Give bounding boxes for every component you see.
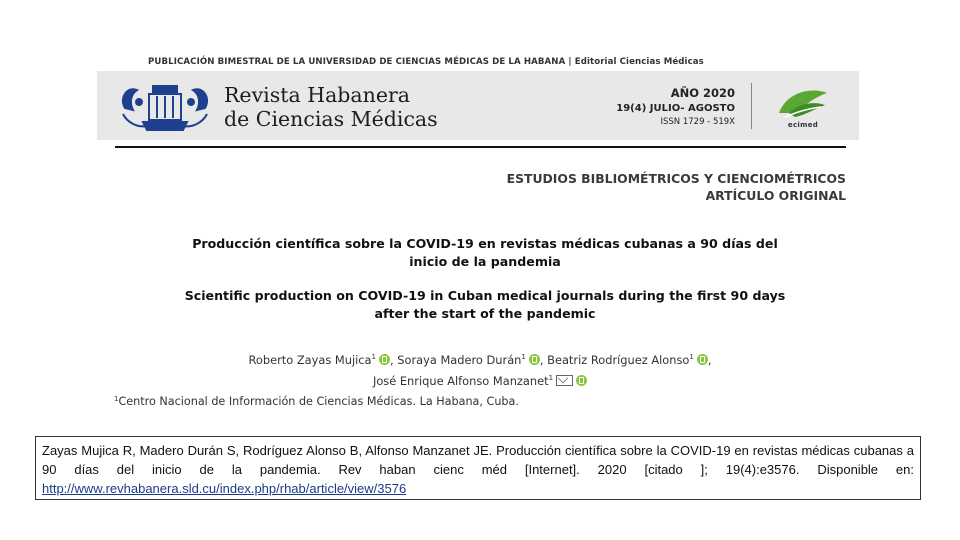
author-affil-sup: 1 (521, 353, 526, 361)
citation-link[interactable]: http://www.revhabanera.sld.cu/index.php/rhab/article/view/3576 (42, 481, 407, 496)
author-separator: , (707, 353, 712, 367)
title-es-line2: inicio de la pandemia (409, 254, 561, 269)
author-affil-sup: 1 (689, 353, 694, 361)
author-name: Beatriz Rodríguez Alonso (547, 353, 690, 367)
ecimed-text: ecimed (787, 121, 819, 129)
article-type: ARTÍCULO ORIGINAL (705, 188, 846, 203)
title-en-line2: after the start of the pandemic (374, 306, 596, 321)
citation-text: Zayas Mujica R, Madero Durán S, Rodríguez Alonso B, Alfonso Manzanet JE. Producción científica sobre la COVID-19 en revistas médicas cubanas a 90 días del inicio de la pandemia. Rev haban cienc méd [Internet]. 2020 [citado ]; 19(4):e3576. Disponible en: (42, 443, 914, 477)
author-name: Roberto Zayas Mujica (248, 353, 372, 367)
issue-volume: 19(4) JULIO- AGOSTO (616, 103, 735, 114)
author-name: Soraya Madero Durán (397, 353, 522, 367)
orcid-icon[interactable] (576, 375, 587, 386)
orcid-icon[interactable] (379, 354, 390, 365)
author-affil-sup: 1 (371, 353, 376, 361)
university-emblem-icon (117, 80, 213, 134)
issn: ISSN 1729 - 519X (660, 117, 735, 127)
ecimed-leaf-icon (765, 83, 841, 123)
authors-line2 (140, 369, 820, 390)
title-en-line1: Scientific production on COVID-19 in Cuban medical journals during the first 90 days (184, 288, 786, 303)
section-name: ESTUDIOS BIBLIOMÉTRICOS Y CIENCIOMÉTRICOS (506, 171, 846, 186)
author-affil-sup: 1 (548, 374, 554, 382)
issue-info (579, 86, 735, 129)
journal-banner (97, 71, 859, 140)
section-heading (507, 170, 846, 204)
citation-box (35, 436, 921, 500)
title-english (110, 287, 860, 323)
author-separator: , (390, 353, 398, 367)
affiliation-sup: 1 (114, 395, 119, 403)
header-rule (115, 146, 846, 148)
affiliation-text: Centro Nacional de Información de Ciencias Médicas. La Habana, Cuba. (118, 395, 519, 408)
author-name: José Enrique Alfonso Manzanet (372, 374, 549, 388)
affiliation (114, 395, 519, 408)
author-list (140, 348, 820, 390)
mail-icon[interactable] (556, 375, 573, 386)
title-es-line1: Producción científica sobre la COVID-19 en revistas médicas cubanas a 90 días del (192, 236, 778, 251)
issue-year: AÑO 2020 (670, 86, 735, 100)
journal-name (224, 83, 438, 131)
banner-divider (751, 83, 752, 129)
journal-name-line2: de Ciencias Médicas (224, 107, 438, 131)
orcid-icon[interactable] (697, 354, 708, 365)
ecimed-logo (765, 83, 841, 135)
title-spanish (110, 235, 860, 271)
authors-line1 (140, 348, 820, 369)
journal-name-line1: Revista Habanera (224, 83, 411, 107)
publication-line: PUBLICACIÓN BIMESTRAL DE LA UNIVERSIDAD DE CIENCIAS MÉDICAS DE LA HABANA | Editorial Ciencias Médicas (148, 57, 704, 67)
orcid-icon[interactable] (529, 354, 540, 365)
author-separator: , (539, 353, 548, 367)
